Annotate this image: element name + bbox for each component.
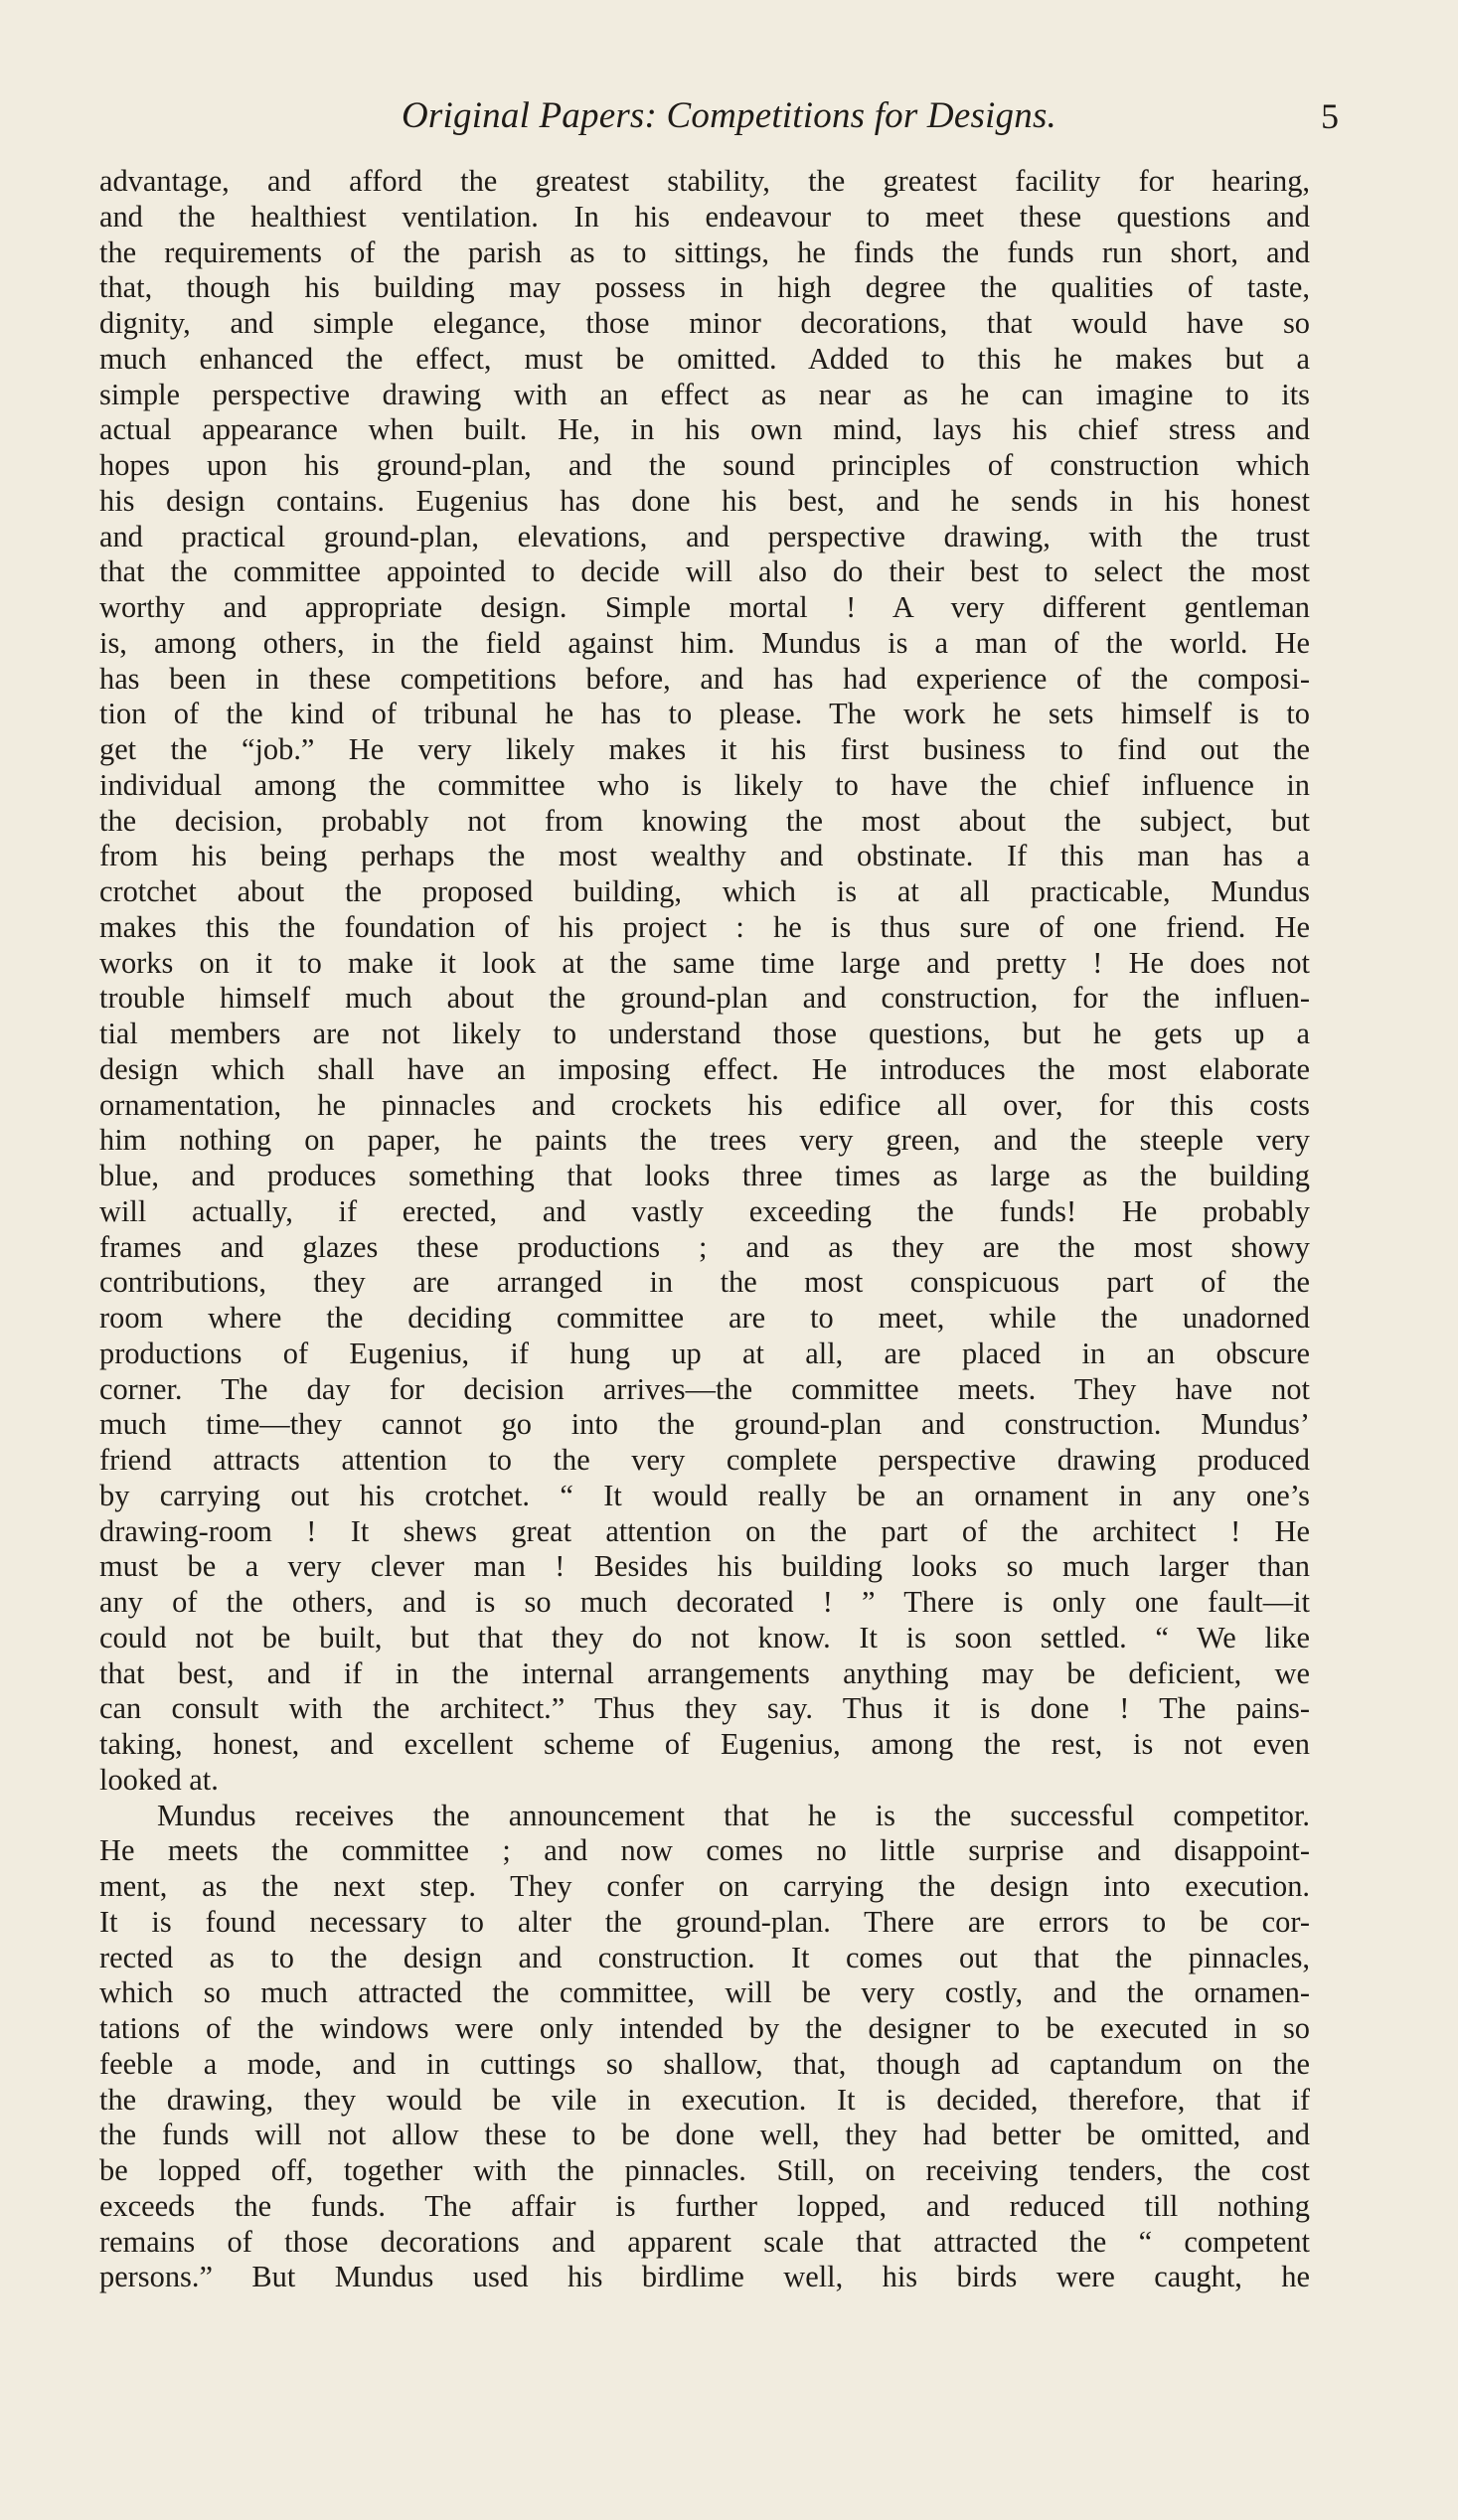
text-line: looked at. [99,1762,219,1797]
text-line: advantage, and afford the greatest stability, the greatest facility for hearing, [99,164,1310,198]
running-title: Original Papers: Competitions for Designs. [402,95,1056,136]
text-line: him nothing on paper, he paints the trees very green, and the steeple very [99,1123,1310,1158]
text-line: that the committee appointed to decide will also do their best to select the most [99,554,1310,589]
text-line: get the “job.” He very likely makes it his first business to find out the [99,732,1310,766]
text-line: tial members are not likely to understand those questions, but he gets up a [99,1017,1310,1050]
text-line: actual appearance when built. He, in his own mind, lays his chief stress and [99,412,1310,447]
text-line: friend attracts attention to the very complete perspective drawing produced [99,1443,1310,1477]
text-line: simple perspective drawing with an effect as near as he can imagine to its [99,377,1310,411]
text-line: that best, and if in the internal arrangements anything may be deficient, we [99,1655,1310,1690]
text-line: contributions, they are arranged in the most conspicuous part of the [99,1265,1310,1300]
text-line: has been in these competitions before, and has had experience of the composi- [99,661,1310,696]
text-line: that, though his building may possess in high degree the qualities of taste, [99,270,1310,305]
text-line: and practical ground-plan, elevations, and perspective drawing, with the trust [99,519,1310,553]
text-line: room where the deciding committee are to meet, while the unadorned [99,1301,1310,1335]
paragraph-continuation [99,164,1310,1799]
text-line: and the healthiest ventilation. In his endeavour to meet these questions and [99,199,1310,234]
page-number: 5 [1321,96,1339,136]
text-line: trouble himself much about the ground-plan and construction, for the influen- [99,981,1310,1016]
page-header [99,94,1359,144]
text-line: design which shall have an imposing effect. He introduces the most elaborate [99,1051,1310,1086]
text-line: corner. The day for decision arrives—the committee meets. They have not [99,1371,1310,1406]
text-line: worthy and appropriate design. Simple mortal ! A very different gentleman [99,590,1310,624]
text-line: ment, as the next step. They confer on carrying the design into execution. [99,1869,1310,1903]
text-line: tion of the kind of tribunal he has to please. The work he sets himself is to [99,697,1310,731]
body-text [99,164,1310,2295]
text-line: exceeds the funds. The affair is further lopped, and reduced till nothing [99,2188,1310,2223]
text-line: be lopped off, together with the pinnacles. Still, on receiving tenders, the cost [99,2153,1310,2187]
text-line: rected as to the design and construction. It comes out that the pinnacles, [99,1940,1310,1974]
text-line: tations of the windows were only intended by the designer to be executed in so [99,2011,1310,2045]
text-line: It is found necessary to alter the ground-plan. There are errors to be cor- [99,1904,1310,1939]
text-line: works on it to make it look at the same time large and pretty ! He does not [99,945,1310,980]
text-line: any of the others, and is so much decorated ! ” There is only one fault—it [99,1585,1310,1619]
text-line: productions of Eugenius, if hung up at all, are placed in an obscure [99,1336,1310,1370]
text-line: remains of those decorations and apparent scale that attracted the “ competent [99,2224,1310,2259]
paragraph-mundus-receives [99,1799,1310,2296]
text-line: Mundus receives the announcement that he is the successful competitor. [157,1798,1310,1832]
text-line: must be a very clever man ! Besides his building looks so much larger than [99,1549,1310,1584]
text-line: the drawing, they would be vile in execution. It is decided, therefore, that if [99,2082,1310,2117]
text-line: ornamentation, he pinnacles and crockets his edifice all over, for this costs [99,1087,1310,1122]
text-line: which so much attracted the committee, will be very costly, and the ornamen- [99,1975,1310,2010]
text-line: much time—they cannot go into the ground-plan and construction. Mundus’ [99,1407,1310,1442]
text-line: the decision, probably not from knowing the most about the subject, but [99,803,1310,838]
text-line: feeble a mode, and in cuttings so shallow, that, though ad captandum on the [99,2046,1310,2081]
text-line: blue, and produces something that looks three times as large as the building [99,1159,1310,1192]
text-line: is, among others, in the field against him. Mundus is a man of the world. He [99,625,1310,660]
text-line: much enhanced the effect, must be omitted. Added to this he makes but a [99,341,1310,376]
text-line: taking, honest, and excellent scheme of Eugenius, among the rest, is not even [99,1727,1310,1761]
text-line: will actually, if erected, and vastly exceeding the funds! He probably [99,1193,1310,1228]
text-line: can consult with the architect.” Thus they say. Thus it is done ! The pains- [99,1691,1310,1726]
text-line: hopes upon his ground-plan, and the sound principles of construction which [99,448,1310,482]
text-line: from his being perhaps the most wealthy and obstinate. If this man has a [99,839,1310,873]
text-line: persons.” But Mundus used his birdlime well, his birds were caught, he [99,2260,1310,2294]
text-line: by carrying out his crotchet. “ It would really be an ornament in any one’s [99,1478,1310,1512]
text-line: dignity, and simple elegance, those minor decorations, that would have so [99,306,1310,340]
text-line: drawing-room ! It shews great attention on the part of the architect ! He [99,1513,1310,1548]
text-line: the funds will not allow these to be done well, they had better be omitted, and [99,2118,1310,2152]
text-line: could not be built, but that they do not know. It is soon settled. “ We like [99,1620,1310,1654]
text-line: the requirements of the parish as to sittings, he finds the funds run short, and [99,235,1310,269]
text-line: individual among the committee who is likely to have the chief influence in [99,767,1310,802]
text-line: He meets the committee ; and now comes no little surprise and disappoint- [99,1833,1310,1868]
text-line: his design contains. Eugenius has done his best, and he sends in his honest [99,483,1310,518]
text-line: makes this the foundation of his project : he is thus sure of one friend. He [99,909,1310,944]
text-line: frames and glazes these productions ; and as they are the most showy [99,1229,1310,1264]
text-line: crotchet about the proposed building, which is at all practicable, Mundus [99,874,1310,908]
